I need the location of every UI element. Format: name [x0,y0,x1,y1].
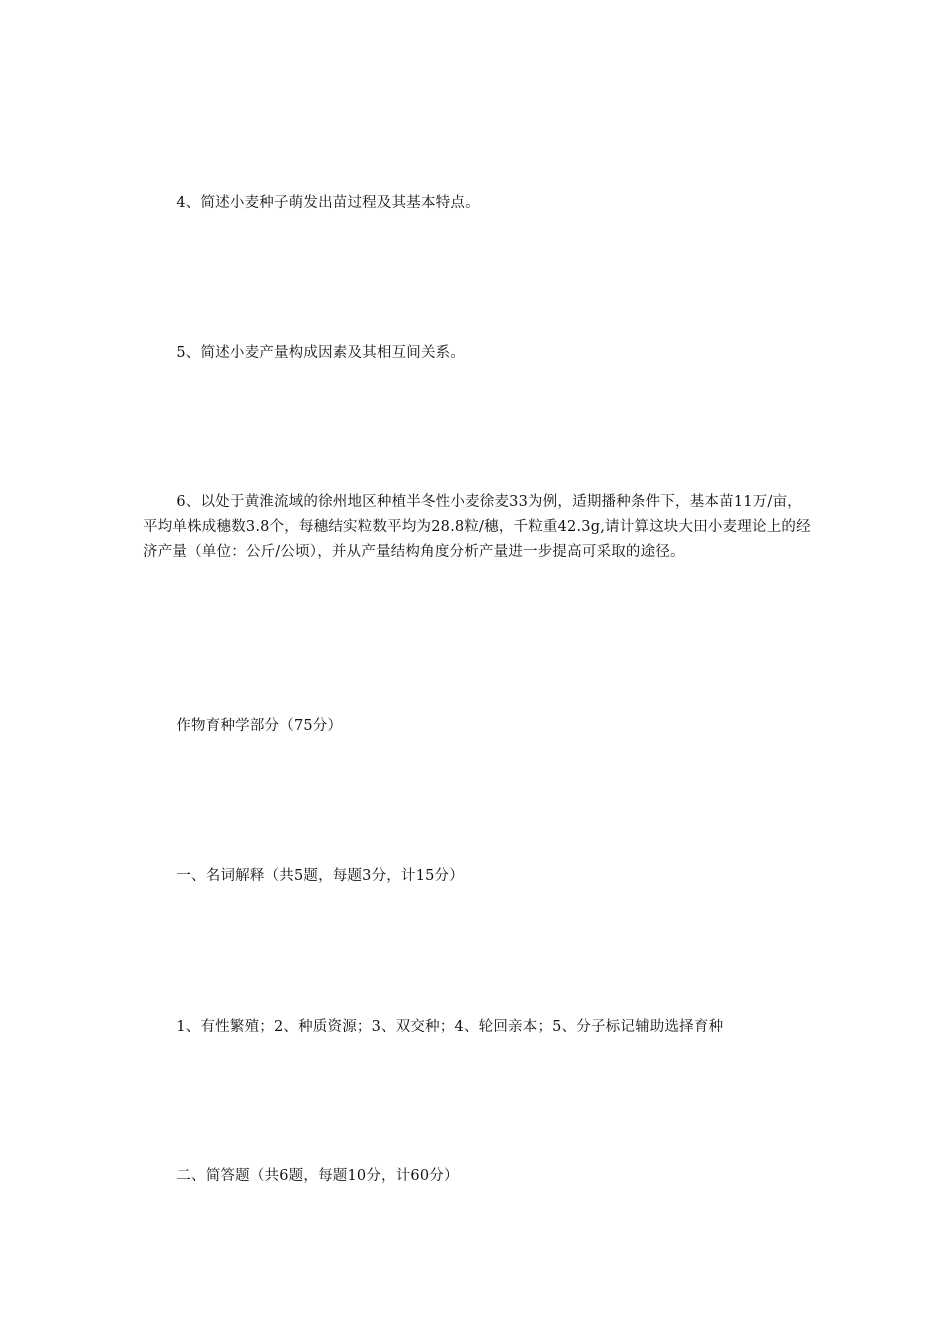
section-heading-breeding: 作物育种学部分（75分） [176,718,343,734]
part-2-heading: 二、简答题（共6题，每题10分，计60分） [176,1168,459,1184]
terms-list: 1、有性繁殖；2、种质资源；3、双交种；4、轮回亲本；5、分子标记辅助选择育种 [176,1019,724,1035]
part-1-heading: 一、名词解释（共5题，每题3分，计15分） [176,868,464,884]
question-6: 6、以处于黄淮流域的徐州地区种植半冬性小麦徐麦33为例，适期播种条件下，基本苗11万/亩，平均单株成穗数3.8个，每穗结实粒数平均为28.8粒/穗，千粒重42.3g,请计算这块大田小麦理论上的经济产量（单位：公斤/公顷），并从产量结构角度分析产量进一步提高可采取的途径。 [143,494,811,560]
question-4: 4、简述小麦种子萌发出苗过程及其基本特点。 [176,195,480,211]
question-5: 5、简述小麦产量构成因素及其相互间关系。 [176,345,466,361]
